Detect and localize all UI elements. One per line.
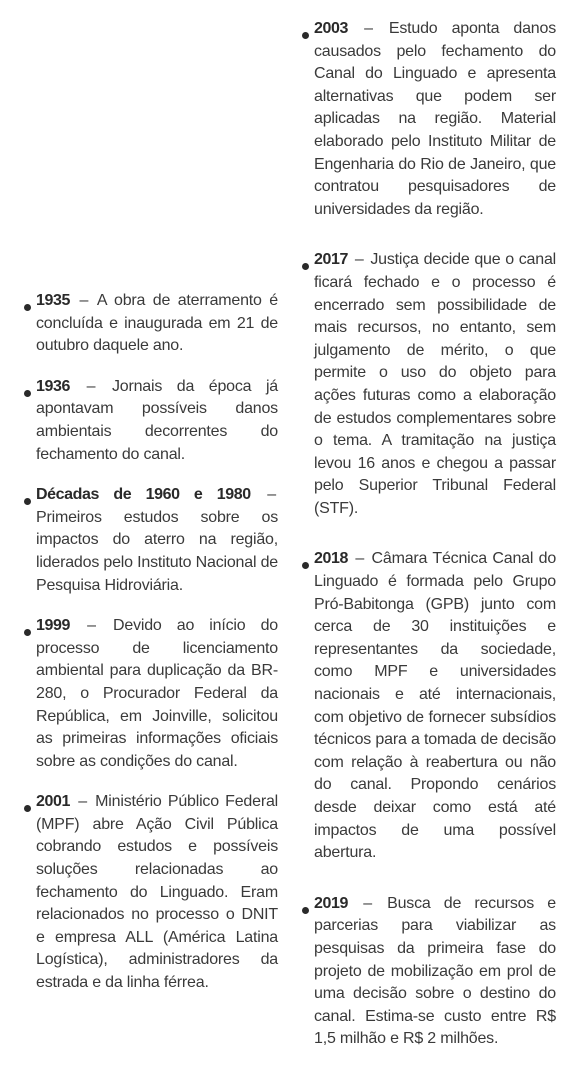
separator-dash: – (87, 617, 96, 635)
timeline-text: A obra de aterramento é concluída e inaugurada em 21 de outubro daquele ano. (36, 292, 278, 355)
timeline-text: Devido ao início do processo de licenciamento ambiental para duplicação da BR-280, o Procurador Federal da República, em Joinville, solicitou as primeiras informações oficiais sobre as condições do canal. (36, 617, 279, 770)
bullet-icon (24, 304, 31, 311)
timeline-text: Estudo aponta danos causados pelo fechamento do Canal do Linguado e apresenta alternativas que podem ser aplicadas na região. Material elaborado pelo Instituto Militar de Engenharia do Rio de Janeiro, que contratou pesquisadores de universidades da região. (314, 20, 557, 218)
timeline-entry (306, 548, 556, 864)
bullet-icon (302, 263, 309, 270)
separator-dash: – (78, 793, 87, 811)
timeline-entry (28, 290, 278, 358)
timeline-text: Busca de recursos e parcerias para viabilizar as pesquisas da primeira fase do projeto de mobilização em prol de uma decisão sobre o destino do canal. Estima-se custo entre R$ 1,5 milhão e R$ 2 milhões. (314, 894, 557, 1048)
timeline-entry (306, 893, 556, 1051)
bullet-icon (24, 390, 31, 397)
timeline-text: Ministério Público Federal (MPF) abre Ação Civil Pública cobrando estudos e possíveis soluções relacionadas ao fechamento do Linguado. Eram relacionados no processo o DNIT e empresa ALL (América Latina Logística), administradores da estrada e da linha férrea. (36, 793, 279, 992)
timeline-entry (28, 484, 278, 597)
separator-dash: – (363, 894, 372, 912)
bullet-icon (302, 32, 309, 39)
timeline-entry (28, 615, 278, 773)
timeline-right-column (306, 18, 556, 1069)
timeline-year: 2003 (314, 20, 348, 37)
timeline-year: 1999 (36, 617, 70, 635)
timeline-text: Justiça decide que o canal ficará fechado e o processo é encerrado sem possibilidade de mais recursos, no entanto, sem julgamento de mérito, o que permite o uso do objeto para ações futuras como a elaboração de estudos complementares sobre o tema. A tramitação na justiça levou 16 anos e chegou a passar pelo Superior Tribunal Federal (STF). (314, 251, 557, 517)
timeline-text: Câmara Técnica Canal do Linguado é formada pelo Grupo Pró-Babitonga (GPB) junto com cerca de 30 instituições e representantes da sociedade, como MPF e universidades nacionais e até internacionais, com objetivo de fornecer subsídios técnicos para a tomada de decisão com relação à reabertura ou não do canal. Propondo cenários desde deixar como está até impactos de uma possível abertura. (314, 550, 557, 862)
bullet-icon (24, 498, 31, 505)
timeline-entry (306, 18, 556, 221)
separator-dash: – (267, 486, 276, 504)
timeline-year: Décadas de 1960 e 1980 (36, 486, 251, 504)
separator-dash: – (364, 20, 373, 37)
timeline-year: 2017 (314, 251, 348, 269)
timeline-year: 2019 (314, 894, 348, 912)
separator-dash: – (354, 251, 364, 269)
timeline-year: 1936 (36, 377, 70, 395)
bullet-icon (302, 562, 309, 569)
timeline-entry (28, 791, 278, 994)
bullet-icon (24, 629, 31, 636)
separator-dash: – (79, 292, 89, 309)
timeline-left-column (28, 290, 278, 1013)
timeline-year: 2001 (36, 793, 70, 811)
separator-dash: – (86, 377, 96, 395)
timeline-year: 1935 (36, 292, 70, 309)
timeline-entry (306, 249, 556, 520)
bullet-icon (24, 805, 31, 812)
bullet-icon (302, 907, 309, 914)
separator-dash: – (355, 550, 365, 568)
timeline-entry (28, 376, 278, 466)
timeline-year: 2018 (314, 550, 348, 568)
timeline-text: Primeiros estudos sobre os impactos do aterro na região, liderados pelo Instituto Nacional de Pesquisa Hidroviária. (36, 508, 278, 594)
timeline-text: Jornais da época já apontavam possíveis danos ambientais decorrentes do fechamento do canal. (36, 377, 279, 463)
